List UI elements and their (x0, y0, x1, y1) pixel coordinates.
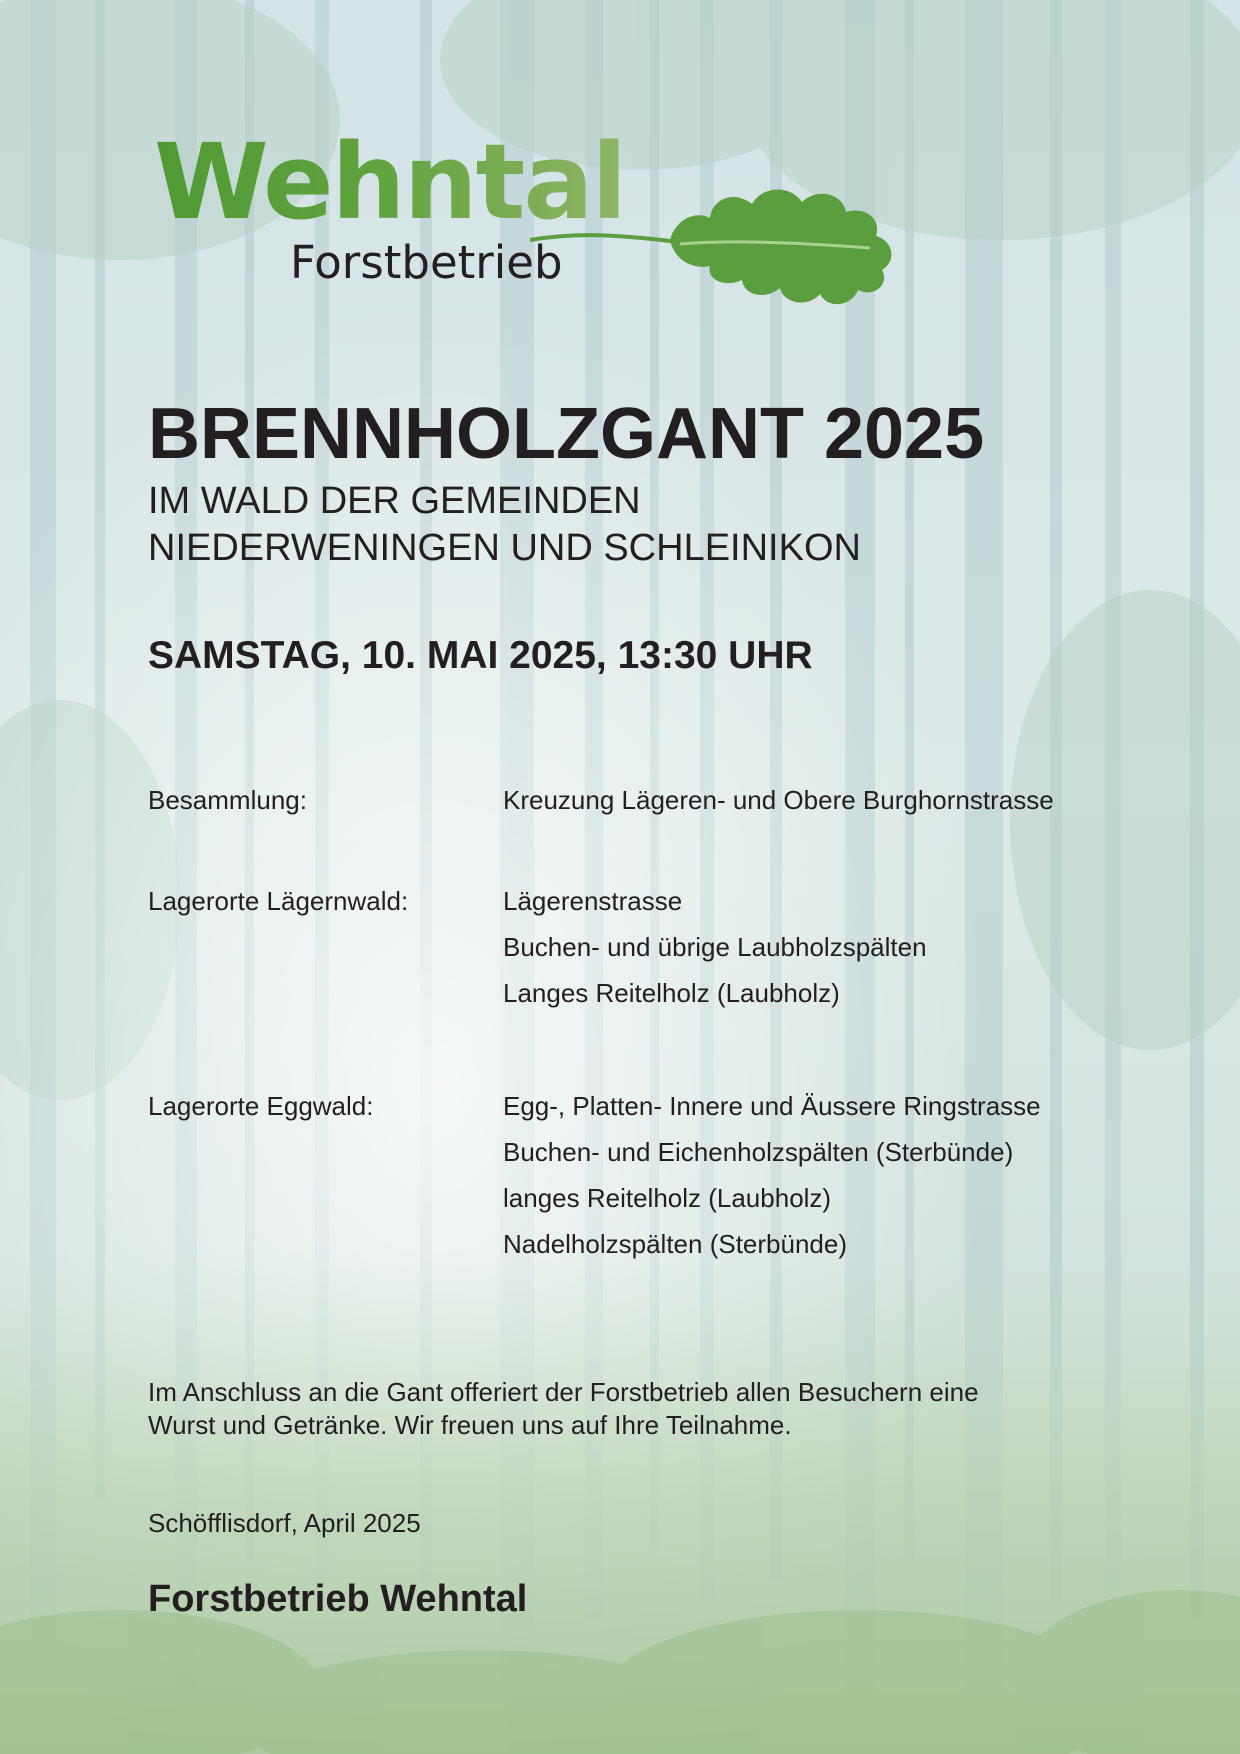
detail-value: Egg-, Platten- Innere und Äussere Ringstrasse (503, 1091, 1041, 1121)
closing-line: Im Anschluss an die Gant offeriert der Forstbetrieb allen Besuchern eine (148, 1377, 979, 1407)
wehntal-logo (150, 121, 800, 315)
detail-values (503, 777, 1153, 823)
subtitle-line: IM WALD DER GEMEINDEN (148, 480, 641, 522)
place-date: Schöfflisdorf, April 2025 (148, 1508, 421, 1538)
detail-label: Lagerorte Lägernwald: (148, 886, 409, 916)
signature: Forstbetrieb Wehntal (148, 1578, 528, 1620)
detail-value: Kreuzung Lägeren- und Obere Burghornstrasse (503, 785, 1054, 815)
logo-wordmark: Wehntal (154, 121, 626, 243)
closing-text (148, 1376, 1148, 1442)
detail-values (503, 878, 1153, 1016)
detail-label: Besammlung: (148, 785, 307, 815)
event-date: SAMSTAG, 10. MAI 2025, 13:30 UHR (148, 634, 813, 677)
closing-line: Wurst und Getränke. Wir freuen uns auf Ihre Teilnahme. (148, 1410, 792, 1440)
subtitle-line: NIEDERWENINGEN UND SCHLEINIKON (148, 527, 861, 569)
detail-value: Lägerenstrasse (503, 886, 683, 916)
detail-value: Nadelholzspälten (Sterbünde) (503, 1229, 847, 1259)
detail-value: Langes Reitelholz (Laubholz) (503, 978, 840, 1008)
event-title: BRENNHOLZGANT 2025 (148, 394, 985, 474)
oak-leaf-icon (530, 180, 940, 310)
detail-value: Buchen- und Eichenholzspälten (Sterbünde) (503, 1137, 1014, 1167)
event-subtitle (148, 478, 1148, 572)
logo-subline: Forstbetrieb (290, 236, 563, 289)
detail-values (503, 1083, 1153, 1267)
detail-value: langes Reitelholz (Laubholz) (503, 1183, 832, 1213)
detail-label: Lagerorte Eggwald: (148, 1091, 374, 1121)
detail-value: Buchen- und übrige Laubholzspälten (503, 932, 927, 962)
